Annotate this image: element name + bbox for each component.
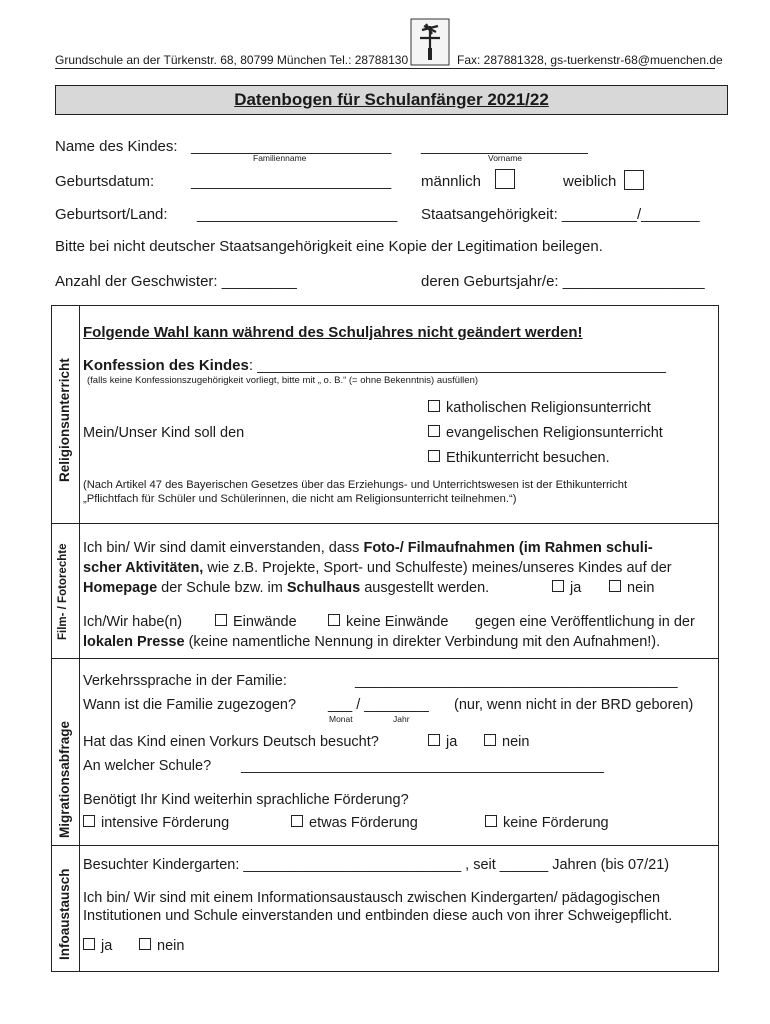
evangelical-checkbox[interactable] bbox=[428, 425, 440, 437]
birthplace-field[interactable]: ________________________ bbox=[197, 206, 398, 223]
foto-text: Ich bin/ Wir sind damit einverstanden, dass bbox=[83, 540, 364, 556]
vorname-hint: Vorname bbox=[488, 153, 523, 163]
option-catholic[interactable] bbox=[428, 400, 651, 416]
nationality-field[interactable]: Staatsangehörigkeit: _________/_______ bbox=[421, 206, 700, 223]
law-note-line1: (Nach Artikel 47 des Bayerischen Gesetzes über das Erziehungs- und Unterrichtswesen ist der Ethikunterricht bbox=[83, 479, 628, 491]
form-title: Datenbogen für Schulanfänger 2021/22 bbox=[234, 90, 549, 109]
foto-no-option[interactable] bbox=[609, 580, 654, 596]
einwaende-option[interactable] bbox=[215, 614, 297, 630]
vorkurs-yes-option[interactable] bbox=[428, 734, 457, 750]
birthplace-label: Geburtsort/Land: bbox=[55, 206, 168, 223]
catholic-checkbox[interactable] bbox=[428, 400, 440, 412]
keine-einwaende-checkbox[interactable] bbox=[328, 614, 340, 626]
female-checkbox[interactable] bbox=[624, 170, 644, 190]
vorname-field[interactable]: ____________________ bbox=[421, 138, 588, 155]
option-none[interactable] bbox=[485, 815, 609, 831]
foto-text-bold: Schulhaus bbox=[286, 580, 361, 596]
language-field[interactable]: ________________________________________ bbox=[355, 673, 678, 689]
presse-line2 bbox=[83, 634, 660, 650]
vorkurs-no-checkbox[interactable] bbox=[484, 734, 496, 746]
option-evangelical[interactable] bbox=[428, 425, 663, 441]
konfession-label: Konfession des Kindes bbox=[83, 357, 249, 374]
section-divider bbox=[51, 845, 719, 846]
birthdate-label: Geburtsdatum: bbox=[55, 173, 155, 190]
option-some[interactable] bbox=[291, 815, 418, 831]
foto-yes-option[interactable] bbox=[552, 580, 581, 596]
presse-bold: lokalen Presse bbox=[83, 634, 185, 650]
info-yes-option[interactable] bbox=[83, 938, 112, 954]
vorkurs-yes-checkbox[interactable] bbox=[428, 734, 440, 746]
intensive-label: intensive Förderung bbox=[101, 815, 230, 831]
vorkurs-no-label: nein bbox=[502, 734, 530, 750]
familienname-hint: Familienname bbox=[253, 153, 307, 163]
info-consent-line2: Institutionen und Schule einverstanden und entbinden diese auch von ihrer Schweigepflicht. bbox=[83, 908, 673, 924]
foto-yes-checkbox[interactable] bbox=[552, 580, 564, 592]
vorkurs-no-option[interactable] bbox=[484, 734, 529, 750]
female-label: weiblich bbox=[563, 173, 617, 190]
school-logo bbox=[410, 18, 450, 66]
foto-text-bold: Foto-/ Filmaufnahmen (im Rahmen schuli- bbox=[363, 540, 653, 556]
foto-consent-line2 bbox=[83, 560, 672, 576]
konfession-field[interactable]: : _________________________________________________ bbox=[248, 357, 666, 374]
foto-no-label: nein bbox=[627, 580, 655, 596]
info-yes-label: ja bbox=[101, 938, 113, 954]
info-yes-checkbox[interactable] bbox=[83, 938, 95, 950]
siblings-field[interactable]: Anzahl der Geschwister: _________ bbox=[55, 273, 297, 290]
keine-einwaende-option[interactable] bbox=[328, 614, 448, 630]
info-consent-line1: Ich bin/ Wir sind mit einem Informationsaustausch zwischen Kindergarten/ pädagogischen bbox=[83, 890, 661, 906]
school-address: Grundschule an der Türkenstr. 68, 80799 München Tel.: 28788130 bbox=[55, 53, 409, 67]
section-label-info: Infoaustausch bbox=[57, 868, 72, 960]
jahr-hint: Jahr bbox=[393, 714, 410, 724]
foto-yes-label: ja bbox=[570, 580, 582, 596]
option-intensive[interactable] bbox=[83, 815, 229, 831]
foto-text-bold: Homepage bbox=[83, 580, 158, 596]
foto-consent-line3 bbox=[83, 580, 489, 596]
section-label-foto: Film- / Fotorechte bbox=[57, 543, 69, 640]
kindergarten-field[interactable]: Besuchter Kindergarten: ___________________________ , seit ______ Jahren (bis 07/21) bbox=[83, 857, 670, 873]
einwaende-label: Einwände bbox=[233, 614, 297, 630]
presse-label: Ich/Wir habe(n) bbox=[83, 614, 183, 630]
school-field[interactable]: _____________________________________________ bbox=[241, 758, 604, 774]
section-divider bbox=[51, 658, 719, 659]
section-label-migration: Migrationsabfrage bbox=[57, 720, 72, 838]
header-divider bbox=[55, 68, 715, 69]
intensive-checkbox[interactable] bbox=[83, 815, 95, 827]
presse-text-2: (keine namentliche Nennung in direkter Verbindung mit den Aufnahmen!). bbox=[184, 634, 661, 650]
moved-note: (nur, wenn nicht in der BRD geboren) bbox=[454, 697, 694, 713]
foto-consent-line1 bbox=[83, 540, 713, 556]
siblings-years-field[interactable]: deren Geburtsjahr/e: _________________ bbox=[421, 273, 705, 290]
info-no-option[interactable] bbox=[139, 938, 184, 954]
monat-hint: Monat bbox=[329, 714, 353, 724]
section-label-religion: Religionsunterricht bbox=[57, 358, 72, 482]
keine-einwaende-label: keine Einwände bbox=[346, 614, 449, 630]
school-contact: Fax: 287881328, gs-tuerkenstr-68@muenchen.de bbox=[457, 53, 723, 67]
konfession-note: (falls keine Konfessionszugehörigkeit vorliegt, bitte mit „ o. B.“ (= ohne Bekenntnis) ausfüllen) bbox=[87, 375, 479, 386]
male-checkbox[interactable] bbox=[495, 169, 515, 189]
religion-heading: Folgende Wahl kann während des Schuljahres nicht geändert werden! bbox=[83, 324, 583, 341]
birthdate-field[interactable]: ________________________ bbox=[191, 173, 392, 190]
none-checkbox[interactable] bbox=[485, 815, 497, 827]
none-label: keine Förderung bbox=[503, 815, 609, 831]
vorkurs-label: Hat das Kind einen Vorkurs Deutsch besucht? bbox=[83, 734, 379, 750]
moved-label: Wann ist die Familie zugezogen? bbox=[83, 697, 297, 713]
foto-no-checkbox[interactable] bbox=[609, 580, 621, 592]
foto-text: ausgestellt werden. bbox=[360, 580, 490, 596]
language-label: Verkehrssprache in der Familie: bbox=[83, 673, 287, 689]
info-no-checkbox[interactable] bbox=[139, 938, 151, 950]
some-label: etwas Förderung bbox=[309, 815, 418, 831]
catholic-label: katholischen Religionsunterricht bbox=[446, 400, 651, 416]
legitimation-note: Bitte bei nicht deutscher Staatsangehörigkeit eine Kopie der Legitimation beilegen. bbox=[55, 238, 603, 255]
evangelical-label: evangelischen Religionsunterricht bbox=[446, 425, 663, 441]
konfession-row bbox=[83, 357, 666, 374]
form-title-box bbox=[55, 85, 728, 115]
kind-soll-label: Mein/Unser Kind soll den bbox=[83, 425, 245, 441]
some-checkbox[interactable] bbox=[291, 815, 303, 827]
moved-field[interactable]: ___ / ________ bbox=[328, 697, 429, 713]
foto-text-bold: scher Aktivitäten, bbox=[83, 560, 204, 576]
info-no-label: nein bbox=[157, 938, 185, 954]
einwaende-checkbox[interactable] bbox=[215, 614, 227, 626]
school-label: An welcher Schule? bbox=[83, 758, 212, 774]
name-label: Name des Kindes: bbox=[55, 138, 178, 155]
ethics-checkbox[interactable] bbox=[428, 450, 440, 462]
foerderung-question: Benötigt Ihr Kind weiterhin sprachliche Förderung? bbox=[83, 792, 409, 808]
vorkurs-yes-label: ja bbox=[446, 734, 458, 750]
foto-text: wie z.B. Projekte, Sport- und Schulfeste) meines/unseres Kindes auf der bbox=[203, 560, 672, 576]
foto-text: der Schule bzw. im bbox=[157, 580, 287, 596]
section-divider bbox=[51, 523, 719, 524]
familienname-field[interactable]: ________________________ bbox=[191, 138, 392, 155]
ethics-label: Ethikunterricht besuchen. bbox=[446, 450, 610, 466]
option-ethics[interactable] bbox=[428, 450, 610, 466]
male-label: männlich bbox=[421, 173, 482, 190]
law-note-line2: „Pflichtfach für Schüler und Schülerinnen, die nicht am Religionsunterricht teilnehmen.“) bbox=[83, 493, 517, 505]
presse-text: gegen eine Veröffentlichung in der bbox=[475, 614, 695, 630]
